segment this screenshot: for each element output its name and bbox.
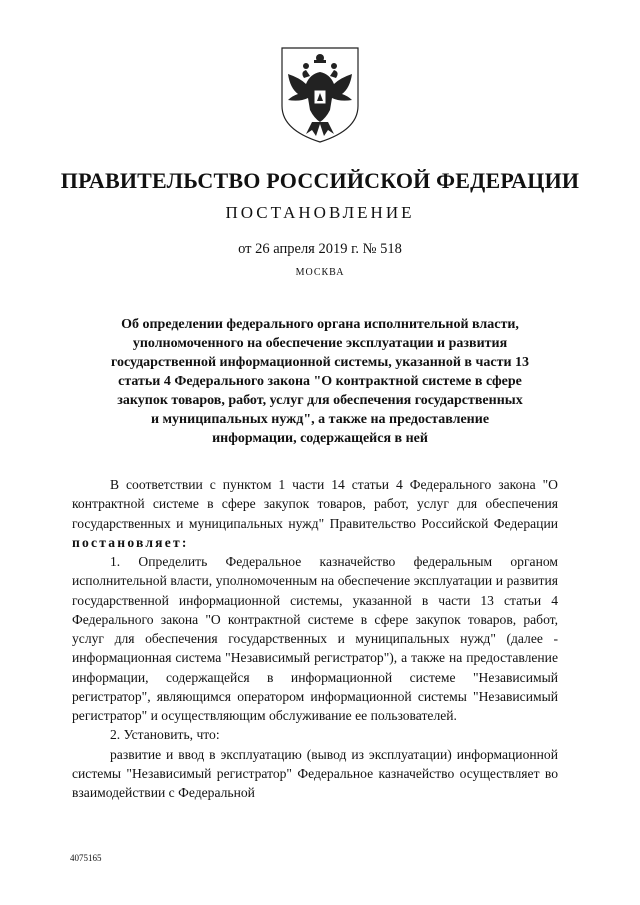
title-line: статьи 4 Федерального закона "О контрактной системе в сфере [118, 374, 522, 389]
paragraph-preamble [72, 475, 558, 552]
title-line: информации, содержащейся в ней [212, 431, 428, 446]
document-code: 4075165 [70, 853, 102, 863]
title-line: Об определении федерального органа исполнительной власти, [121, 317, 519, 332]
russian-coat-of-arms-icon [276, 44, 364, 144]
document-type: ПОСТАНОВЛЕНИЕ [225, 203, 415, 222]
document-city: МОСКВА [295, 267, 345, 278]
document-title [80, 315, 560, 448]
paragraph-item-1: 1. Определить Федеральное казначейство федеральным органом исполнительной власти, уполномоченным на обеспечение эксплуатации и развития государственной информационной системы, указанной в части 13 статьи 4 Федерального закона "О контрактной системе в сфере закупок товаров, работ, услуг для обеспечения государственных и муниципальных нужд" (далее - информационная система "Независимый регистратор"), а также на предоставление информации, содержащейся в информационной системе "Независимый регистратор", являющимся оператором информационной системы "Независимый регистратор" и осуществляющим обслуживание ее пользователей. [72, 554, 558, 723]
title-line: закупок товаров, работ, услуг для обеспечения государственных [117, 393, 523, 408]
organization-name: ПРАВИТЕЛЬСТВО РОССИЙСКОЙ ФЕДЕРАЦИИ [60, 168, 580, 193]
title-line: уполномоченного на обеспечение эксплуатации и развития [132, 336, 508, 351]
preamble-text: В соответствии с пунктом 1 части 14 статьи 4 Федерального закона "О контрактной системе в сфере закупок товаров, работ, услуг для обеспечения государственных и муниципальных нужд" Правительство Российской Федерации [72, 477, 558, 531]
decree-keyword: постановляет: [72, 534, 189, 550]
paragraph-subitem: развитие и ввод в эксплуатацию (вывод из эксплуатации) информационной системы "Независимый регистратор" Федеральное казначейство осуществляет во взаимодействии с Федеральной [72, 746, 558, 800]
title-line: и муниципальных нужд", а также на предоставление [150, 412, 490, 427]
title-line: государственной информационной системы, указанной в части 13 [110, 355, 530, 370]
document-body [72, 475, 558, 802]
document-date-number: от 26 апреля 2019 г. № 518 [238, 241, 402, 257]
paragraph-item-2: 2. Установить, что: [110, 727, 220, 743]
